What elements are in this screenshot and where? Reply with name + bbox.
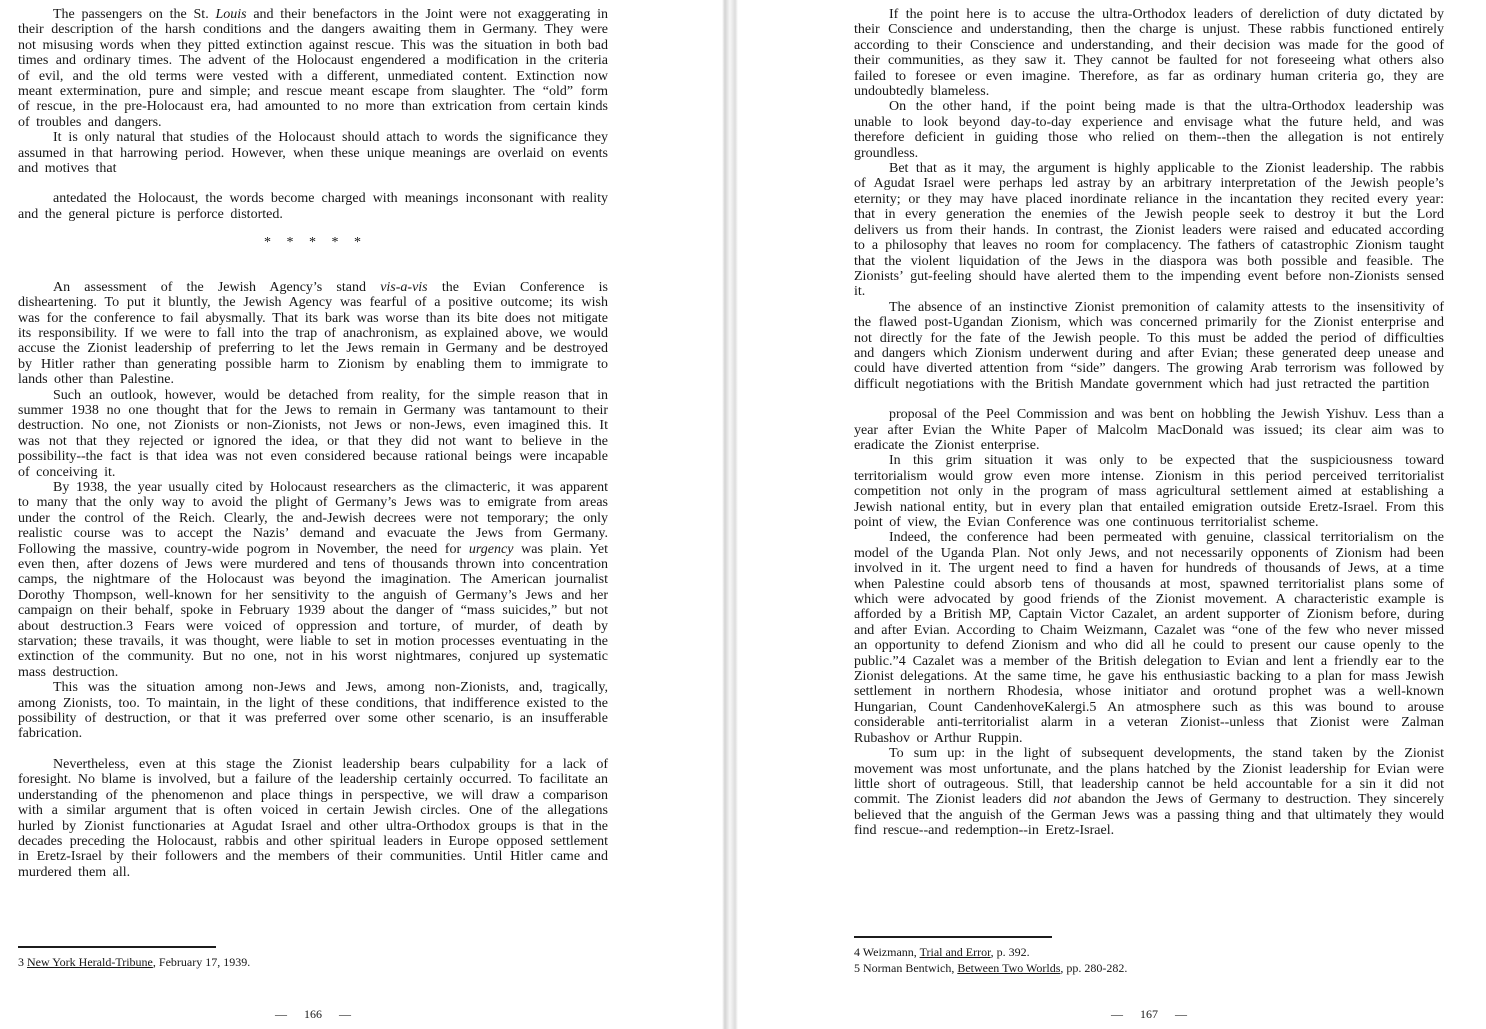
underlined-text: Between Two Worlds — [957, 960, 1061, 975]
paragraph — [18, 680, 608, 742]
text-run: If the point here is to accuse the ultra-Orthodox leaders of dereliction of duty dictated by their Conscience and understanding, then the charge is unjust. These rabbis functioned entirely according to their Conscience and understanding, and their decision was made for the good of their communities, as they saw it. They cannot be faulted for not foreseeing what others also failed to foresee or even imagine. Therefore, as far as ordinary human criteria go, they are undoubtedly blameless. — [854, 7, 1444, 100]
text-run: , p. 392. — [990, 945, 1030, 959]
text-run: antedated the Holocaust, the words become charged with meanings inconsonant with reality and the general picture is perforce distorted. — [18, 191, 608, 222]
text-run: 5 Norman Bentwich, — [854, 960, 958, 975]
text-run: proposal of the Peel Commission and was bent on hobbling the Jewish Yishuv. Less than a year after Evian the White Paper of Malcolm MacDonald was issued; its clear aim was to eradicate the Zionist enterprise. — [854, 407, 1444, 453]
text-run: Indeed, the conference had been permeated with genuine, classical territorialism on the model of the Uganda Plan. Not only Jews, and not necessarily opponents of Zionism had been involved in it. The urgent need to find a haven for hundreds of thousands of Jews, at a time when Palestine could absorb tens of thousands at most, spawned territorialist plans some of which were advocated by good friends of the Zionist movement. A characteristic example is afforded by a British MP, Captain Victor Cazalet, an ardent supporter of Zionism before, during and after Evian. According to Chaim Weizmann, Cazalet was “one of the few who never missed an opportunity to defend Zionism and who did all he could to present our cause openly to the public.”4 Cazalet was a member of the British delegation to Evian and lent a friendly ear to the Zionist delegations. At the same time, he gave his enthusiastic backing to a plan for mass Jewish settlement in northern Rhodesia, whose initiator and orotund prophet was a well-known Hungarian, Count CandenhoveKalergi.5 An atmosphere such as this was bound to arouse considerable anti-territorialist alarm in a veteran Zionist--unless that Zionist were Zalman Rubashov or Arthur Ruppin. — [854, 530, 1444, 746]
paragraph — [18, 191, 608, 222]
italic-text: Louis — [215, 7, 247, 22]
italic-text: not — [1053, 792, 1072, 808]
paragraph — [854, 99, 1444, 161]
paragraph — [854, 407, 1444, 453]
page-right-number — [854, 1007, 1444, 1022]
paragraph — [18, 130, 608, 176]
page-left — [0, 0, 722, 1029]
paragraph — [18, 480, 608, 680]
paragraph — [854, 530, 1444, 746]
page-number-text: — 166 — — [275, 1007, 351, 1021]
text-run: Nevertheless, even at this stage the Zionist leadership bears culpability for a lack of foresight. No blame is involved, but a failure of the leadership certainly occurred. To facilitate an understanding of the phenomenon and place things in perspective, we will draw a comparison with a similar argument that is often voiced in certain Jewish circles. One of the allegations hurled by Zionist functionaries at Agudat Israel and other ultra-Orthodox groups is that in the decades preceding the Holocaust, rabbis and other spiritual leaders in Europe opposed settlement in Eretz-Israel by their followers and the members of their communities. Until Hitler came and murdered them all. — [18, 756, 608, 880]
text-run: Such an outlook, however, would be detached from reality, for the simple reason that in summer 1938 no one thought that for the Jews to remain in Germany was tantamount to their destruction. No one, not Zionists or non-Zionists, not Jews or non-Jews, even imagined this. It was not that they rejected or ignored the idea, or that they did not want to believe in the possibility--the fact is that idea was not even considered because rational beings were incapable of conceiving it. — [18, 387, 608, 480]
footnote — [854, 961, 1444, 976]
page-left-text-column — [18, 0, 608, 880]
text-run: * * * * * — [264, 235, 362, 251]
page-left-footnotes — [18, 955, 608, 970]
paragraph — [854, 7, 1444, 99]
page-number-text: — 167 — — [1111, 1007, 1187, 1021]
page-left-number — [18, 1007, 608, 1022]
text-run: On the other hand, if the point being made is that the ultra-Orthodox leadership was unable to look beyond day-to-day experience and envisage what the future held, and was therefore deficient in guiding those who relied on them--then the allegation is not entirely groundless. — [854, 99, 1444, 161]
footnote — [854, 945, 1444, 960]
text-run: To sum up: in the light of subsequent developments, the stand taken by the Zionist movement was most unfortunate, and the plans hatched by the Zionist leadership for Evian were little short of outrageous. Still, that leadership cannot be held accountable for a sin it did not commit. The Zionist leaders did — [854, 746, 1444, 808]
text-run: The passengers on the St. — [53, 7, 216, 22]
text-run: , pp. 280-282. — [1060, 960, 1128, 975]
text-run: , February 17, 1939. — [152, 955, 251, 969]
paragraph — [18, 388, 608, 480]
italic-text: urgency — [468, 541, 514, 557]
italic-text: vis-a-vis — [380, 279, 428, 295]
text-run: was plain. Yet even then, after dozens of Jews were murdered and tens of thousands thrown into concentration camps, the nightmare of the Holocaust was beyond the imagination. The American journalist Dorothy Thompson, well-known for her sensitivity to the anguish of Germany’s Jews and her campaign on their behalf, spoke in February 1939 about the danger of “mass suicides,” but not about destruction.3 Fears were voiced of oppression and torture, of murder, of death by starvation; these travails, it was thought, were liable to set in motion processes eventuating in the extinction of the community. But no one, not in his worst nightmares, conjured up systematic mass destruction. — [18, 541, 608, 680]
page-gutter-divider — [722, 0, 738, 1029]
footnote — [18, 955, 608, 970]
paragraph — [854, 746, 1444, 838]
text-run: abandon the Jews of Germany to destruction. They sincerely believed that the anguish of the German Jews was a passing thing and that ultimately they would find rescue--and redemption--in Eretz-Israel. — [854, 792, 1444, 839]
text-run: In this grim situation it was only to be expected that the suspiciousness toward territorialism would grow even more intense. Zionism in this period perceived territorialist competition not only in the program of mass agricultural settlement aimed at establishing a Jewish national entity, but in every plan that entailed emigration outside Eretz-Israel. From this point of view, the Evian Conference was one continuous territorialist scheme. — [854, 453, 1444, 530]
page-right-text-column — [854, 0, 1444, 839]
text-run: 3 — [18, 955, 27, 969]
paragraph — [18, 280, 608, 388]
section-separator — [18, 235, 608, 250]
text-run: Bet that as it may, the argument is highly applicable to the Zionist leadership. The rabbis of Agudat Israel were perhaps led astray by an arbitrary interpretation of the Jewish people’s eternity; or they may have placed inordinate reliance in the incantation they recited every year: that in every generation the enemies of the Jewish people seek to destroy it but the Lord delivers us from their hands. In contrast, the Zionist leaders were raised and educated according to a philosophy that leaves no room for complacency. The fathers of catastrophic Zionism taught that the violent liquidation of the Jews in the diaspora was both possible and feasible. The Zionists’ gut-feeling should have alerted them to the impending event before non-Zionists sensed it. — [854, 161, 1444, 300]
underlined-text: Trial and Error — [919, 945, 991, 959]
paragraph — [854, 453, 1444, 530]
text-run: An assessment of the Jewish Agency’s stand — [53, 279, 381, 295]
text-run: 4 Weizmann, — [854, 945, 920, 959]
text-run: This was the situation among non-Jews and Jews, among non-Zionists, and, tragically, among Zionists, too. To maintain, in the light of these conditions, that indifference existed to the possibility of destruction, or that it was preferred over some other scenario, is an insufferable fabrication. — [18, 680, 608, 742]
page-right-footnote-block — [854, 936, 1444, 976]
text-run: It is only natural that studies of the Holocaust should attach to words the significance they assumed in that harrowing period. However, when these unique meanings are overlaid on events and motives that — [18, 130, 608, 177]
paragraph — [18, 7, 608, 130]
text-run: The absence of an instinctive Zionist premonition of calamity attests to the insensitivity of the flawed post-Ugandan Zionism, which was concerned primarily for the Zionist enterprise and not directly for the fate of the Jewish people. To this must be added the period of difficulties and dangers which Zionism underwent during and after Evian; these generated deep unease and could have diverted attention from “side” dangers. The growing Arab terrorism was followed by difficult negotiations with the British Mandate government which had just retracted the partition — [854, 299, 1444, 392]
page-right — [738, 0, 1486, 1029]
paragraph — [18, 757, 608, 880]
underlined-text: New York Herald-Tribune — [27, 955, 153, 969]
page-left-footnote-block — [18, 946, 608, 971]
text-run: the Evian Conference is disheartening. To put it bluntly, the Jewish Agency was fearful of a positive outcome; its wish was for the conference to fail abysmally. That its bark was worse than its bite does not mitigate its responsibility. If we were to fall into the trap of anachronism, as explained above, we would accuse the Zionist leadership of preferring to let the Jews remain in Germany and be destroyed by Hitler rather than generating possible harm to Zionism by enabling them to immigrate to lands other than Palestine. — [18, 279, 608, 388]
text-run: By 1938, the year usually cited by Holocaust researchers as the climacteric, it was apparent to many that the only way to avoid the plight of Germany’s Jews was to emigrate from areas under the control of the Reich. Clearly, the and-Jewish decrees were not temporary; the only realistic course was to accept the Nazis’ demand and evacuate the Jews from Germany. Following the massive, country-wide pogrom in November, the need for — [18, 479, 608, 557]
footnote-rule — [854, 936, 1052, 938]
text-run: and their benefactors in the Joint were not exaggerating in their description of the harsh conditions and the dangers awaiting them in Germany. They were not misusing words when they pitted extinction against rescue. This was the situation in both bad times and ordinary times. The advent of the Holocaust engendered a modification in the criteria of evil, and the old terms were vested with a different, unmediated content. Extinction now meant extermination, pure and simple; and rescue meant escape from slaughter. The “old” form of rescue, in the pre-Holocaust era, had amounted to no more than extrication from certain kinds of troubles and dangers. — [18, 7, 608, 130]
page-right-footnotes — [854, 945, 1444, 975]
footnote-rule — [18, 946, 216, 948]
paragraph — [854, 300, 1444, 392]
paragraph — [854, 161, 1444, 300]
